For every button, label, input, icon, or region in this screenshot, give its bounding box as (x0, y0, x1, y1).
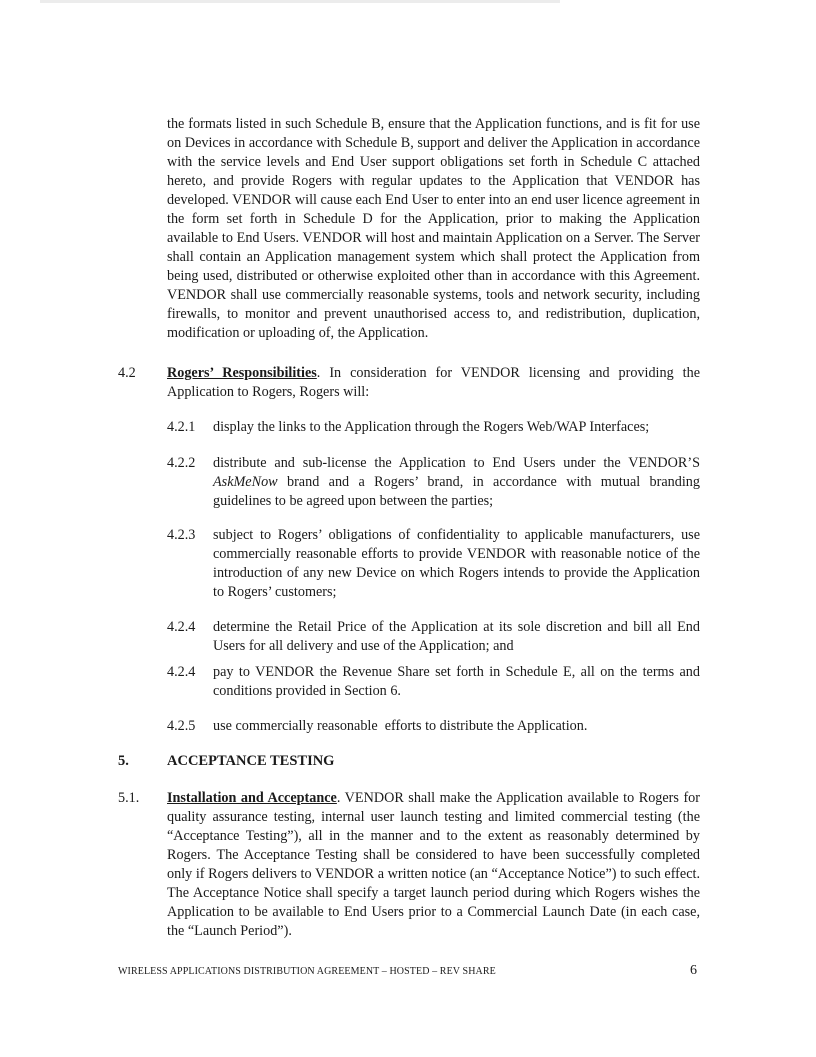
item-text-after: brand and a Rogers’ brand, in accordance with mutual branding guidelines to be agreed upon between the parties; (213, 474, 700, 509)
item-number: 4.2.3 (167, 527, 196, 543)
section-5-1-number: 5.1. (118, 790, 140, 806)
section-5-title: ACCEPTANCE TESTING (167, 753, 335, 769)
section-4-2-number: 4.2 (118, 365, 136, 381)
item-text: determine the Retail Price of the Application at its sole discretion and bill all End Users for all delivery and use of the Application; and (213, 619, 700, 654)
section-4-2-paragraph (167, 364, 700, 402)
item-number: 4.2.5 (167, 718, 196, 734)
item-text: subject to Rogers’ obligations of confidentiality to applicable manufacturers, use commercially reasonable efforts to provide VENDOR with reasonable notice of the introduction of any new Device on which Rogers intends to provide the Application to Rogers’ customers; (213, 527, 700, 600)
item-text (213, 454, 700, 511)
page-number: 6 (690, 963, 697, 978)
item-number: 4.2.4 (167, 619, 196, 635)
section-5-number: 5. (118, 753, 129, 769)
item-number: 4.2.1 (167, 419, 196, 435)
footer-title: WIRELESS APPLICATIONS DISTRIBUTION AGREEMENT – HOSTED – REV SHARE (118, 966, 496, 977)
section-5-1-text: . VENDOR shall make the Application available to Rogers for quality assurance testing, internal user launch testing and limited commercial testing (the “Acceptance Testing”), all in the manner and to the extent as reasonably determined by Rogers. The Acceptance Testing shall be considered to have been successfully completed only if Rogers delivers to VENDOR a written notice (an “Acceptance Notice”) to such effect. The Acceptance Notice shall specify a target launch period during which Rogers wishes the Application to be available to End Users prior to a Commercial Launch Date (in each case, the “Launch Period”). (167, 790, 700, 939)
item-text: use commercially reasonable efforts to distribute the Application. (213, 718, 588, 734)
item-text: pay to VENDOR the Revenue Share set forth in Schedule E, all on the terms and conditions provided in Section 6. (213, 664, 700, 699)
intro-paragraph: the formats listed in such Schedule B, ensure that the Application functions, and is fit for use on Devices in accordance with Schedule B, support and deliver the Application in accordance with the service levels and End User support obligations set forth in Schedule C attached hereto, and provide Rogers with regular updates to the Application that VENDOR has developed. VENDOR will cause each End User to enter into an end user licence agreement in the form set forth in Schedule D for the Application, prior to making the Application available to End Users. VENDOR will host and maintain Application on a Server. The Server shall contain an Application management system which shall protect the Application from being used, distributed or otherwise exploited other than in accordance with this Agreement. VENDOR shall use commercially reasonable systems, tools and network security, including firewalls, to monitor and prevent unauthorised access to, and redistribution, duplication, modification or uploading of, the Application. (167, 116, 700, 341)
section-4-2-title: Rogers’ Responsibilities (167, 365, 317, 381)
item-number: 4.2.4 (167, 664, 196, 680)
item-number: 4.2.2 (167, 455, 196, 471)
item-text-before: distribute and sub-license the Application to End Users under the VENDOR’S (213, 455, 700, 471)
section-5-1-paragraph (167, 789, 700, 941)
item-text: display the links to the Application through the Rogers Web/WAP Interfaces; (213, 419, 650, 435)
brand-name: AskMeNow (213, 474, 278, 490)
section-5-1-title: Installation and Acceptance (167, 790, 337, 806)
scan-artifact (40, 0, 560, 3)
section-4-2-text: . In consideration for VENDOR licensing and providing the Application to Rogers, Rogers will: (167, 365, 700, 400)
